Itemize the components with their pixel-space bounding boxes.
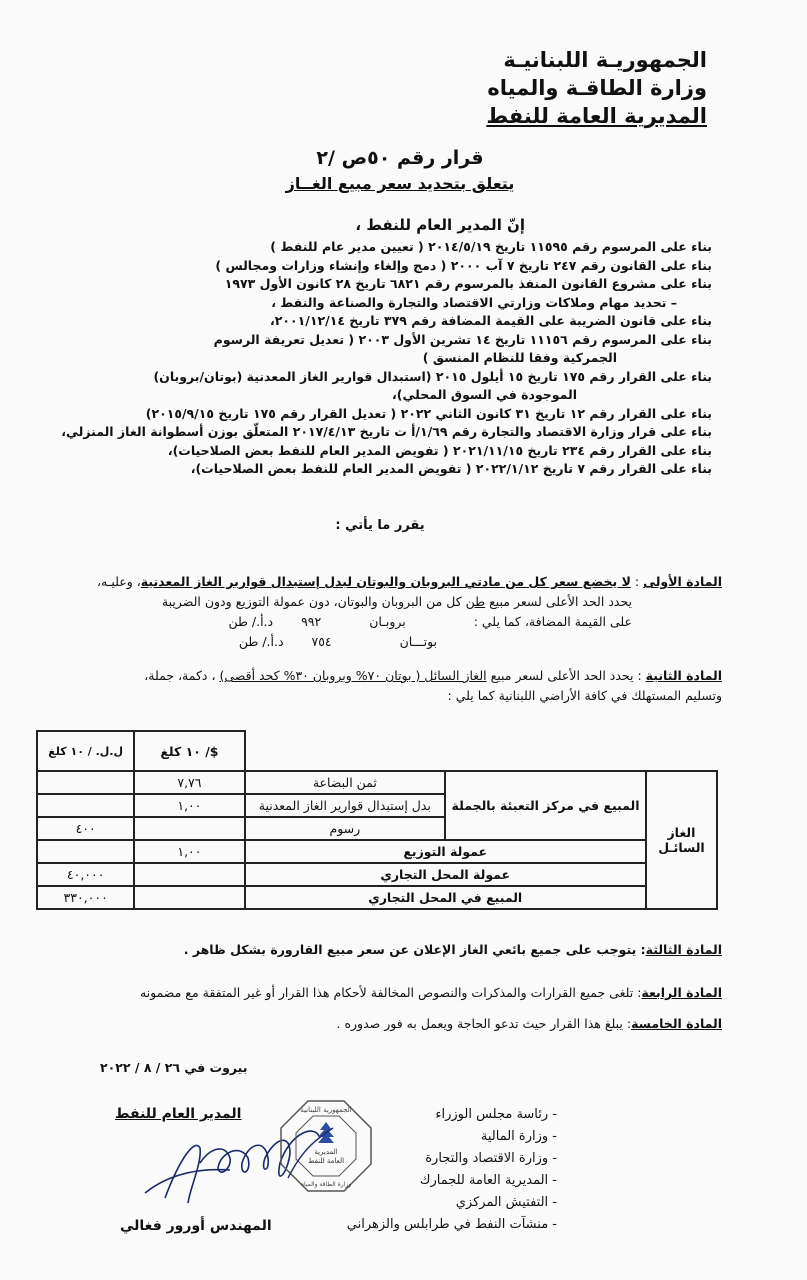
article-1-line2a: يحدد الحد الأعلى لسعر مبيع bbox=[485, 594, 632, 609]
table-row bbox=[37, 840, 717, 863]
cell-usd: ٧,٧٦ bbox=[134, 771, 244, 794]
cell-usd bbox=[134, 817, 244, 840]
article-1-underlined: لا يخضع سعر كل من مادتي البروبان والبوتان لبدل إستبدال قوارير الغاز المعدنية bbox=[140, 574, 631, 589]
cell-usd: ١,٠٠ bbox=[134, 794, 244, 817]
group-label: الغاز السائـل bbox=[646, 771, 717, 909]
article-1-line2b: كل من البروبان والبوتان، دون عمولة التوزيع ودون الضريبة bbox=[161, 594, 466, 609]
preamble-line: بناء على قرار وزارة الاقتصاد والتجارة رقم ١/٦٩/أ ت تاريخ ٢٠١٧/٤/١٣ المتعلّق بوزن أسطوانة الغاز المنزلي، bbox=[61, 424, 712, 439]
article-2-label: المادة الثانية bbox=[645, 668, 722, 683]
cc-item: - منشآت النفط في طرابلس والزهراني bbox=[347, 1214, 557, 1236]
price-unit: د.أ./ طن bbox=[228, 614, 274, 629]
price-product: بوتـــان bbox=[399, 634, 437, 649]
signature-date: بيروت في ٢٦ / ٨ / ٢٠٢٢ bbox=[100, 1060, 248, 1075]
cc-item: - التفتيش المركزي bbox=[347, 1192, 557, 1214]
table-row bbox=[37, 771, 717, 794]
country-name: الجمهوريـة اللبنانيـة bbox=[503, 48, 707, 72]
article-2-line2: وتسليم المستهلك في كافة الأراضي اللبنانية كما يلي : bbox=[447, 688, 722, 703]
row-label: ثمن البضاعة bbox=[245, 771, 446, 794]
article-3-text: : يتوجب على جميع بائعي الغاز الإعلان عن سعر مبيع القارورة بشكل ظاهر . bbox=[183, 942, 646, 957]
preamble-line: بناء على المرسوم رقم ١١١٥٦ تاريخ ١٤ تشرين الأول ٢٠٠٣ ( تعديل تعريفة الرسوم bbox=[213, 331, 712, 347]
col-header-lbp: ل.ل. / ١٠ كلغ bbox=[37, 731, 134, 771]
signatory-name: المهندس أورور فغالي bbox=[120, 1218, 272, 1234]
table-header-row bbox=[37, 731, 717, 771]
col-header-usd: $/ ١٠ كلغ bbox=[134, 731, 244, 771]
preamble-line: – تحديد مهام وملاكات وزارتي الاقتصاد والتجارة والصناعة والنفط ، bbox=[271, 294, 677, 310]
stamp-inner-2: العامة للنفط bbox=[307, 1157, 345, 1165]
cell-lbp: ٤٠٠ bbox=[37, 817, 134, 840]
article-4-text: : تلغى جميع القرارات والمذكرات والنصوص المخالفة لأحكام هذا القرار أو غير المتفقة مع مضمونه bbox=[139, 985, 642, 1000]
article-2-underlined: الغاز السائل ( بوتان ٧٠% وبروبان ٣٠% كحد أقصى) bbox=[219, 668, 487, 683]
cell-lbp bbox=[37, 794, 134, 817]
article-3-label: المادة الثالثة bbox=[645, 942, 722, 957]
article-4-label: المادة الرابعة bbox=[641, 985, 722, 1000]
article-1-line3-text: على القيمة المضافة، كما يلي : bbox=[473, 614, 632, 629]
stamp-ring-text: الجمهورية اللبنانية bbox=[300, 1106, 352, 1114]
preamble-line: بناء على القانون رقم ٢٤٧ تاريخ ٧ آب ٢٠٠٠ ( دمج وإلغاء وإنشاء وزارات ومجالس ) bbox=[215, 257, 712, 273]
article-2 bbox=[22, 666, 722, 706]
price-product: بروبـان bbox=[369, 614, 406, 629]
article-5-text: : يبلغ هذا القرار حيث تدعو الحاجة ويعمل به فور صدوره . bbox=[336, 1016, 632, 1031]
preamble-line: بناء على القرار رقم ١٧٥ تاريخ ١٥ أيلول ٢٠١٥ (استبدال قوارير الغاز المعدنية (بوتان/بروبان) bbox=[153, 368, 712, 384]
cell-lbp bbox=[37, 840, 134, 863]
directorate-name: المديرية العامة للنفط bbox=[486, 104, 707, 128]
preamble-line: بناء على مشروع القانون المنفذ بالمرسوم رقم ٦٨٢١ تاريخ ٢٨ كانون الأول ١٩٧٣ bbox=[224, 276, 712, 291]
row-label: عمولة المحل التجاري bbox=[245, 863, 646, 886]
preamble-line: بناء على المرسوم رقم ١١٥٩٥ تاريخ ٢٠١٤/٥/١٩ ( تعيين مدير عام للنفط ) bbox=[270, 239, 712, 254]
preamble-line: بناء على القرار رقم ١٢ تاريخ ٣١ كانون الثاني ٢٠٢٢ ( تعديل القرار رقم ١٧٥ تاريخ ٢٠١٥/٩/١٥) bbox=[145, 405, 712, 421]
preamble-line: بناء على قانون الضريبة على القيمة المضافة رقم ٣٧٩ تاريخ ٢٠٠١/١٢/١٤، bbox=[270, 313, 712, 328]
cell-usd bbox=[134, 863, 244, 886]
preamble-intro: إنّ المدير العام للنفط ، bbox=[355, 216, 525, 234]
signature-title: المدير العام للنفط bbox=[115, 1106, 242, 1122]
cell-usd bbox=[134, 886, 244, 909]
cc-list bbox=[347, 1104, 557, 1236]
preamble-line: الجمركية وفقا للنظام المنسق ) bbox=[422, 350, 617, 365]
decision-title bbox=[270, 145, 530, 197]
price-value: ٧٥٤ bbox=[311, 634, 332, 649]
cc-item: - المديرية العامة للجمارك bbox=[347, 1170, 557, 1192]
cc-item: - رئاسة مجلس الوزراء bbox=[347, 1104, 557, 1126]
article-1-ton: طن bbox=[465, 594, 486, 609]
article-1: المادة الأولى : لا يخضع سعر كل من مادتي البروبان والبوتان لبدل إستبدال قوارير الغاز المعدنية، وعليـه، يحدد الحد الأعلى لسعر مبيع طن كل من البروبان والبوتان، دون عمولة التوزيع ودون الضريبة على القيمة المضافة، كما يلي : بروبـان ٩٩٢ د.أ./ طن بوتـــان ٧٥٤ د.أ./ طن bbox=[22, 572, 722, 652]
cc-item: - وزارة المالية bbox=[347, 1126, 557, 1148]
preamble-line: بناء على القرار رقم ٧ تاريخ ٢٠٢٢/١/١٢ ( تفويض المدير العام للنفط بعض الصلاحيات)، bbox=[190, 461, 712, 476]
row-label: بدل إستبدال قوارير الغاز المعدنية bbox=[245, 794, 446, 817]
preamble-line: الموجودة في السوق المحلي)، bbox=[391, 387, 577, 402]
article-5 bbox=[12, 1014, 722, 1034]
letterhead bbox=[486, 46, 707, 130]
stamp-bottom-text: وزارة الطاقة والمياه bbox=[300, 1181, 352, 1188]
price-value: ٩٩٢ bbox=[301, 614, 322, 629]
article-1-line3 bbox=[22, 612, 722, 632]
row-label: رسوم bbox=[245, 817, 446, 840]
price-table bbox=[36, 730, 718, 910]
article-1-tail: ، وعليـه، bbox=[96, 574, 141, 589]
article-2-text-b: ، دكمة، جملة، bbox=[144, 668, 220, 683]
row-label: عمولة التوزيع bbox=[245, 840, 646, 863]
article-2-text-a: : يحدد الحد الأعلى لسعر مبيع bbox=[486, 668, 646, 683]
stamp-inner-1: المديرية bbox=[314, 1148, 338, 1156]
preamble-line: بناء على القرار رقم ٢٣٤ تاريخ ٢٠٢١/١١/١٥ ( تفويض المدير العام للنفط بعض الصلاحيات)، bbox=[167, 442, 712, 458]
decides-heading: يقرر ما يأتي : bbox=[335, 518, 425, 533]
article-4 bbox=[12, 983, 722, 1003]
article-1-line4 bbox=[22, 632, 722, 652]
cell-lbp bbox=[37, 771, 134, 794]
price-unit: د.أ./ طن bbox=[238, 634, 284, 649]
row-label: المبيع في المحل التجاري bbox=[245, 886, 646, 909]
decision-number: قرار رقم ٥٠ص /٢ bbox=[316, 147, 484, 169]
article-1-label: المادة الأولى bbox=[643, 574, 722, 589]
cell-lbp: ٣٣٠,٠٠٠ bbox=[37, 886, 134, 909]
ministry-name: وزارة الطاقـة والمياه bbox=[487, 76, 707, 100]
table-row bbox=[37, 886, 717, 909]
cc-item: - وزارة الاقتصاد والتجارة bbox=[347, 1148, 557, 1170]
wholesale-label: المبيع في مركز التعبئة بالجملة bbox=[445, 771, 646, 840]
preamble-list bbox=[61, 238, 712, 479]
article-3 bbox=[12, 940, 722, 960]
decision-subject: يتعلق بتحديد سعر مبيع الغــاز bbox=[285, 174, 515, 193]
article-5-label: المادة الخامسة bbox=[631, 1016, 722, 1031]
table-row bbox=[37, 863, 717, 886]
cell-lbp: ٤٠,٠٠٠ bbox=[37, 863, 134, 886]
cell-usd: ١,٠٠ bbox=[134, 840, 244, 863]
